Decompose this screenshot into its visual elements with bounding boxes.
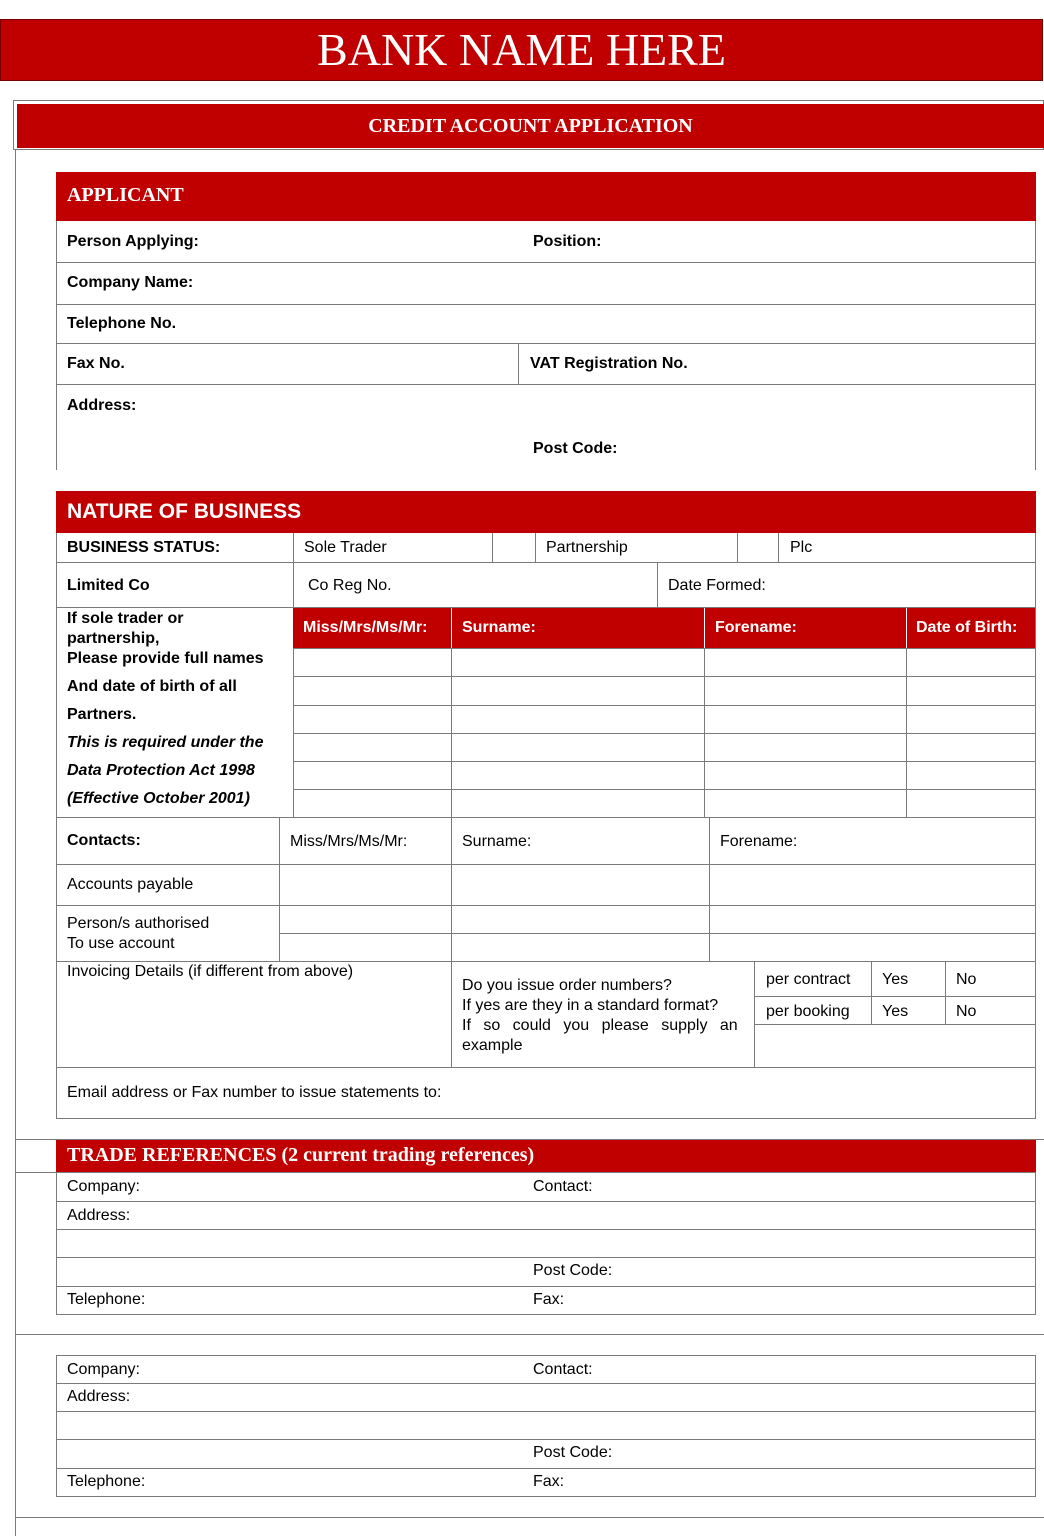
col-divider bbox=[778, 533, 779, 563]
section-rule bbox=[15, 1517, 1044, 1518]
trade-heading: TRADE REFERENCES (2 current trading references) bbox=[67, 1144, 535, 1166]
data-protection-note: (Effective October 2001) bbox=[67, 790, 250, 807]
ref1-fax-label: Fax: bbox=[533, 1291, 565, 1308]
col-divider bbox=[518, 343, 519, 385]
per-booking-label: per booking bbox=[766, 1003, 850, 1020]
ref1-post-code-label: Post Code: bbox=[533, 1262, 613, 1279]
contacts-col-forename: Forename: bbox=[720, 833, 798, 850]
ref1-company-label: Company: bbox=[67, 1178, 140, 1195]
fax-field[interactable] bbox=[140, 346, 515, 382]
date-formed-label: Date Formed: bbox=[668, 577, 766, 594]
telephone-label: Telephone No. bbox=[67, 315, 177, 332]
row-divider bbox=[56, 1201, 1036, 1202]
business-bottom-border bbox=[56, 1118, 1036, 1119]
row-divider bbox=[56, 1286, 1036, 1287]
header-divider bbox=[906, 608, 907, 648]
header-divider bbox=[704, 608, 705, 648]
partners-col-dob: Date of Birth: bbox=[916, 619, 1018, 636]
row-divider bbox=[56, 343, 1036, 344]
col-divider bbox=[871, 961, 872, 1025]
vat-field[interactable] bbox=[710, 346, 1032, 382]
address-label: Address: bbox=[67, 397, 137, 414]
ref2-address-field[interactable] bbox=[145, 1385, 1033, 1438]
ref2-telephone-field[interactable] bbox=[160, 1470, 520, 1495]
status-partnership-label: Partnership bbox=[546, 539, 628, 556]
co-reg-no-field[interactable] bbox=[405, 566, 653, 604]
per-contract-yes-option[interactable]: Yes bbox=[882, 971, 909, 988]
post-code-label: Post Code: bbox=[533, 440, 618, 457]
ref1-contact-field[interactable] bbox=[605, 1174, 1033, 1200]
row-divider bbox=[56, 384, 1036, 385]
partners-note-line: partnership, bbox=[67, 630, 160, 647]
telephone-field[interactable] bbox=[195, 307, 1032, 341]
row-divider bbox=[56, 1257, 1036, 1258]
person-applying-field[interactable] bbox=[215, 224, 515, 260]
partner-row-2[interactable] bbox=[294, 677, 1035, 705]
ref2-post-code-field[interactable] bbox=[625, 1441, 1033, 1467]
bank-name: BANK NAME HERE bbox=[317, 24, 726, 75]
ref2-contact-field[interactable] bbox=[605, 1357, 1033, 1382]
business-status-label: BUSINESS STATUS: bbox=[67, 539, 221, 556]
contacts-label: Contacts: bbox=[67, 832, 141, 849]
invoicing-field[interactable] bbox=[57, 986, 450, 1066]
form-title: CREDIT ACCOUNT APPLICATION bbox=[368, 115, 693, 137]
col-divider bbox=[657, 563, 658, 608]
address-field[interactable] bbox=[150, 388, 1032, 428]
email-statements-field[interactable] bbox=[480, 1072, 1032, 1114]
row-divider bbox=[56, 1383, 1036, 1384]
row-divider bbox=[56, 817, 1036, 818]
row-divider bbox=[754, 1024, 1036, 1025]
partners-note-line: And date of birth of all bbox=[67, 678, 237, 695]
partner-row-3[interactable] bbox=[294, 706, 1035, 733]
company-name-label: Company Name: bbox=[67, 274, 194, 291]
applicant-right-border bbox=[1035, 221, 1036, 470]
ref1-contact-label: Contact: bbox=[533, 1178, 593, 1195]
data-protection-note: Data Protection Act 1998 bbox=[67, 762, 255, 779]
ref1-address-label: Address: bbox=[67, 1207, 131, 1224]
row-divider bbox=[56, 1439, 1036, 1440]
per-booking-no-option[interactable]: No bbox=[956, 1003, 977, 1020]
accounts-payable-field[interactable] bbox=[280, 865, 1035, 905]
ref2-address-label: Address: bbox=[67, 1388, 131, 1405]
ref2-fax-field[interactable] bbox=[575, 1470, 1033, 1495]
ref2-post-code-label: Post Code: bbox=[533, 1444, 613, 1461]
invoicing-label: Invoicing Details (if different from above) bbox=[67, 963, 354, 980]
row-divider bbox=[56, 1468, 1036, 1469]
page-left-rule bbox=[15, 150, 16, 1536]
limited-co-label: Limited Co bbox=[67, 577, 150, 594]
row-divider bbox=[56, 304, 1036, 305]
accounts-payable-label: Accounts payable bbox=[67, 876, 194, 893]
applicant-left-border bbox=[56, 221, 57, 470]
col-divider bbox=[293, 533, 294, 608]
order-question: If yes are they in a standard format? bbox=[462, 997, 719, 1014]
status-plc-label: Plc bbox=[790, 539, 813, 556]
per-contract-label: per contract bbox=[766, 971, 851, 988]
row-divider bbox=[56, 562, 1036, 563]
order-question: Do you issue order numbers? bbox=[462, 977, 672, 994]
section-rule bbox=[15, 1172, 56, 1173]
contacts-col-surname: Surname: bbox=[462, 833, 532, 850]
position-label: Position: bbox=[533, 233, 602, 250]
partner-row-6[interactable] bbox=[294, 790, 1035, 817]
ref1-fax-field[interactable] bbox=[575, 1288, 1033, 1313]
co-reg-no-label: Co Reg No. bbox=[308, 577, 392, 594]
authorised-field-1[interactable] bbox=[280, 906, 1035, 933]
partners-note-line: Partners. bbox=[67, 706, 137, 723]
col-divider bbox=[535, 533, 536, 563]
partners-note-line: If sole trader or bbox=[67, 610, 184, 627]
partners-col-forename: Forename: bbox=[715, 619, 797, 636]
position-field[interactable] bbox=[612, 224, 1032, 260]
authorised-label: To use account bbox=[67, 935, 175, 952]
partner-row-4[interactable] bbox=[294, 734, 1035, 761]
authorised-field-2[interactable] bbox=[280, 934, 1035, 961]
fax-label: Fax No. bbox=[67, 355, 125, 372]
row-divider bbox=[754, 996, 1036, 997]
status-partnership-checkbox[interactable] bbox=[738, 534, 777, 561]
ref1-telephone-label: Telephone: bbox=[67, 1291, 146, 1308]
vat-label: VAT Registration No. bbox=[530, 355, 688, 372]
partners-note-line: Please provide full names bbox=[67, 650, 264, 667]
order-question: If so could you please supply an bbox=[462, 1017, 738, 1034]
contacts-col-title: Miss/Mrs/Ms/Mr: bbox=[290, 833, 408, 850]
ref2-fax-label: Fax: bbox=[533, 1473, 565, 1490]
applicant-heading-bar bbox=[56, 172, 1036, 221]
section-rule bbox=[15, 1334, 1044, 1335]
per-contract-no-option[interactable]: No bbox=[956, 971, 977, 988]
ref1-telephone-field[interactable] bbox=[160, 1288, 520, 1313]
ref2-company-field[interactable] bbox=[150, 1357, 520, 1382]
business-heading: NATURE OF BUSINESS bbox=[67, 500, 302, 523]
status-sole-trader-checkbox[interactable] bbox=[493, 534, 534, 561]
partner-row-1[interactable] bbox=[294, 649, 1035, 676]
col-divider bbox=[945, 961, 946, 1025]
ref1-company-field[interactable] bbox=[150, 1174, 520, 1200]
date-formed-field[interactable] bbox=[780, 566, 1032, 604]
row-divider bbox=[56, 1067, 1036, 1068]
company-name-field[interactable] bbox=[210, 265, 1032, 302]
applicant-heading: APPLICANT bbox=[67, 184, 184, 206]
data-protection-note: This is required under the bbox=[67, 734, 264, 751]
ref2-contact-label: Contact: bbox=[533, 1361, 593, 1378]
partners-col-surname: Surname: bbox=[462, 619, 536, 636]
partner-row-5[interactable] bbox=[294, 762, 1035, 789]
row-divider bbox=[56, 262, 1036, 263]
status-sole-trader-label: Sole Trader bbox=[304, 539, 387, 556]
post-code-field[interactable] bbox=[632, 432, 1032, 466]
person-applying-label: Person Applying: bbox=[67, 233, 199, 250]
business-right-border bbox=[1035, 533, 1036, 1119]
per-booking-yes-option[interactable]: Yes bbox=[882, 1003, 909, 1020]
col-divider bbox=[754, 961, 755, 1068]
header-divider bbox=[451, 608, 452, 648]
order-question: example bbox=[462, 1037, 523, 1054]
status-plc-checkbox[interactable] bbox=[840, 534, 1032, 561]
ref1-post-code-field[interactable] bbox=[625, 1259, 1033, 1285]
ref2-company-label: Company: bbox=[67, 1361, 140, 1378]
authorised-label: Person/s authorised bbox=[67, 915, 210, 932]
ref1-address-field[interactable] bbox=[145, 1203, 1033, 1256]
email-statements-label: Email address or Fax number to issue statements to: bbox=[67, 1084, 442, 1101]
ref2-telephone-label: Telephone: bbox=[67, 1473, 146, 1490]
row-divider bbox=[56, 961, 1036, 962]
partners-col-title: Miss/Mrs/Ms/Mr: bbox=[303, 619, 428, 636]
